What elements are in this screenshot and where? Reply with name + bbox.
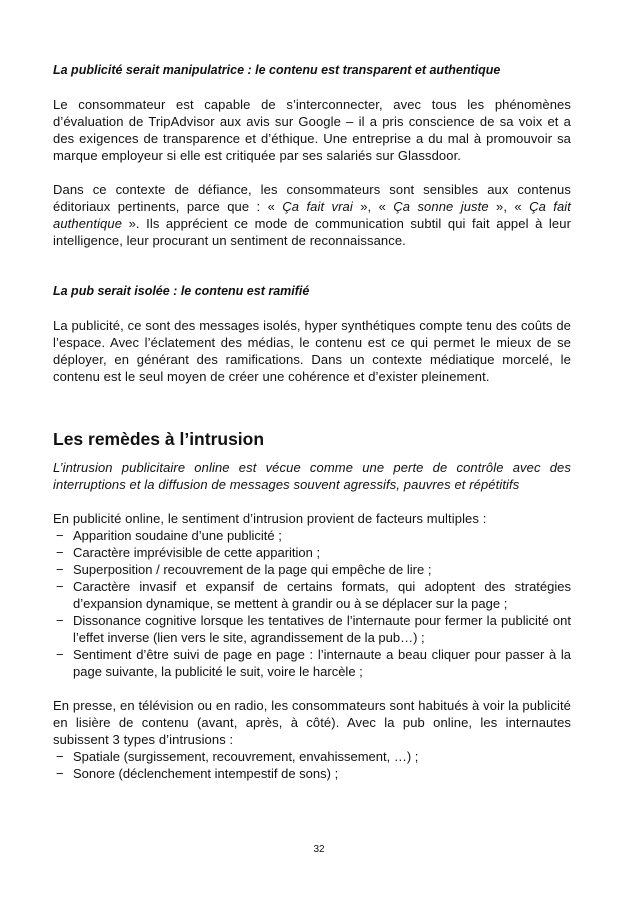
intro-intrusion: L’intrusion publicitaire online est vécue comme une perte de contrôle avec des interruptions et la diffusion de messages souvent agressifs, pauvres et répétitifs: [53, 460, 571, 492]
section-heading-manipulatrice: La publicité serait manipulatrice : le contenu est transparent et authentique: [53, 63, 501, 77]
text-run: ». Ils apprécient ce mode de communication subtil qui fait appel à leur intelligence, leur procurant un sentiment de reconnaissance.: [53, 216, 571, 248]
dash-bullet: −: [56, 579, 64, 594]
list-item: [53, 527, 571, 544]
dash-bullet: −: [56, 613, 64, 628]
list-item-text: Sentiment d’être suivi de page en page : l’internaute a beau cliquer pour passer à la page suivante, la publicité le suit, voire le harcèle ;: [73, 647, 571, 679]
list-item-text: Apparition soudaine d’une publicité ;: [73, 528, 282, 543]
dash-bullet: −: [56, 528, 64, 543]
paragraph-presse: En presse, en télévision ou en radio, les consommateurs sont habitués à voir la publicité en lisière de contenu (avant, après, à côté). Avec la pub online, les internautes subissent 3 types d’intrusions :: [53, 698, 571, 747]
section-title-remedes: Les remèdes à l’intrusion: [53, 429, 265, 449]
dash-bullet: −: [56, 647, 64, 662]
list-item: [53, 544, 571, 561]
list-item-text: Superposition / recouvrement de la page qui empêche de lire ;: [73, 562, 432, 577]
list-item-text: Caractère invasif et expansif de certains formats, qui adoptent des stratégies d’expansion dynamique, se mettent à grandir ou à se déplacer sur la page ;: [73, 579, 571, 611]
paragraph-defiance: [53, 181, 571, 249]
quote-ca-fait-vrai: Ça fait vrai: [282, 199, 353, 214]
page-number: 32: [313, 844, 325, 855]
paragraph-ramifications: La publicité, ce sont des messages isolés, hyper synthétiques compte tenu des coûts de l’espace. Avec l’éclatement des médias, le contenu est ce qui permet le mieux de se déployer, en générant des ramifications. Dans un contexte médiatique morcelé, le contenu est le seul moyen de créer une cohérence et d’exister pleinement.: [53, 318, 571, 384]
quote-ca-fait-authentique: Ça fait authentique: [53, 199, 571, 231]
dash-bullet: −: [56, 545, 64, 560]
lead-facteurs: En publicité online, le sentiment d’intrusion provient de facteurs multiples :: [53, 511, 487, 526]
text-run: Dans ce contexte de défiance, les consommateurs sont sensibles aux contenus éditoriaux pertinents, parce que : «: [53, 182, 571, 214]
list-item: [53, 748, 571, 765]
list-item-text: Caractère imprévisible de cette apparition ;: [73, 545, 321, 560]
text-run: », «: [488, 199, 530, 214]
dash-bullet: −: [56, 749, 64, 764]
list-item: [53, 561, 571, 578]
section-heading-isolee: La pub serait isolée : le contenu est ramifié: [53, 284, 310, 298]
intrusion-types-list: [53, 748, 571, 782]
list-item-text: Dissonance cognitive lorsque les tentatives de l’internaute pour fermer la publicité ont l’effet inverse (lien vers le site, agrandissement de la pub…) ;: [73, 613, 571, 645]
list-item: [53, 578, 571, 612]
list-item-text: Sonore (déclenchement intempestif de sons) ;: [73, 766, 339, 781]
document-page: [53, 62, 571, 782]
dash-bullet: −: [56, 562, 64, 577]
list-item: [53, 646, 571, 680]
paragraph-interconnexion: Le consommateur est capable de s’interconnecter, avec tous les phénomènes d’évaluation de TripAdvisor aux avis sur Google – il a pris conscience de sa voix et a des exigences de transparence et d’éthique. Une entreprise a du mal à promouvoir sa marque employeur si elle est critiquée par ses salariés sur Glassdoor.: [53, 97, 571, 163]
text-run: », «: [352, 199, 394, 214]
list-item: [53, 765, 571, 782]
dash-bullet: −: [56, 766, 64, 781]
factors-list: [53, 527, 571, 680]
quote-ca-sonne-juste: Ça sonne juste: [393, 199, 489, 214]
list-item-text: Spatiale (surgissement, recouvrement, envahissement, …) ;: [73, 749, 419, 764]
list-item: [53, 612, 571, 646]
